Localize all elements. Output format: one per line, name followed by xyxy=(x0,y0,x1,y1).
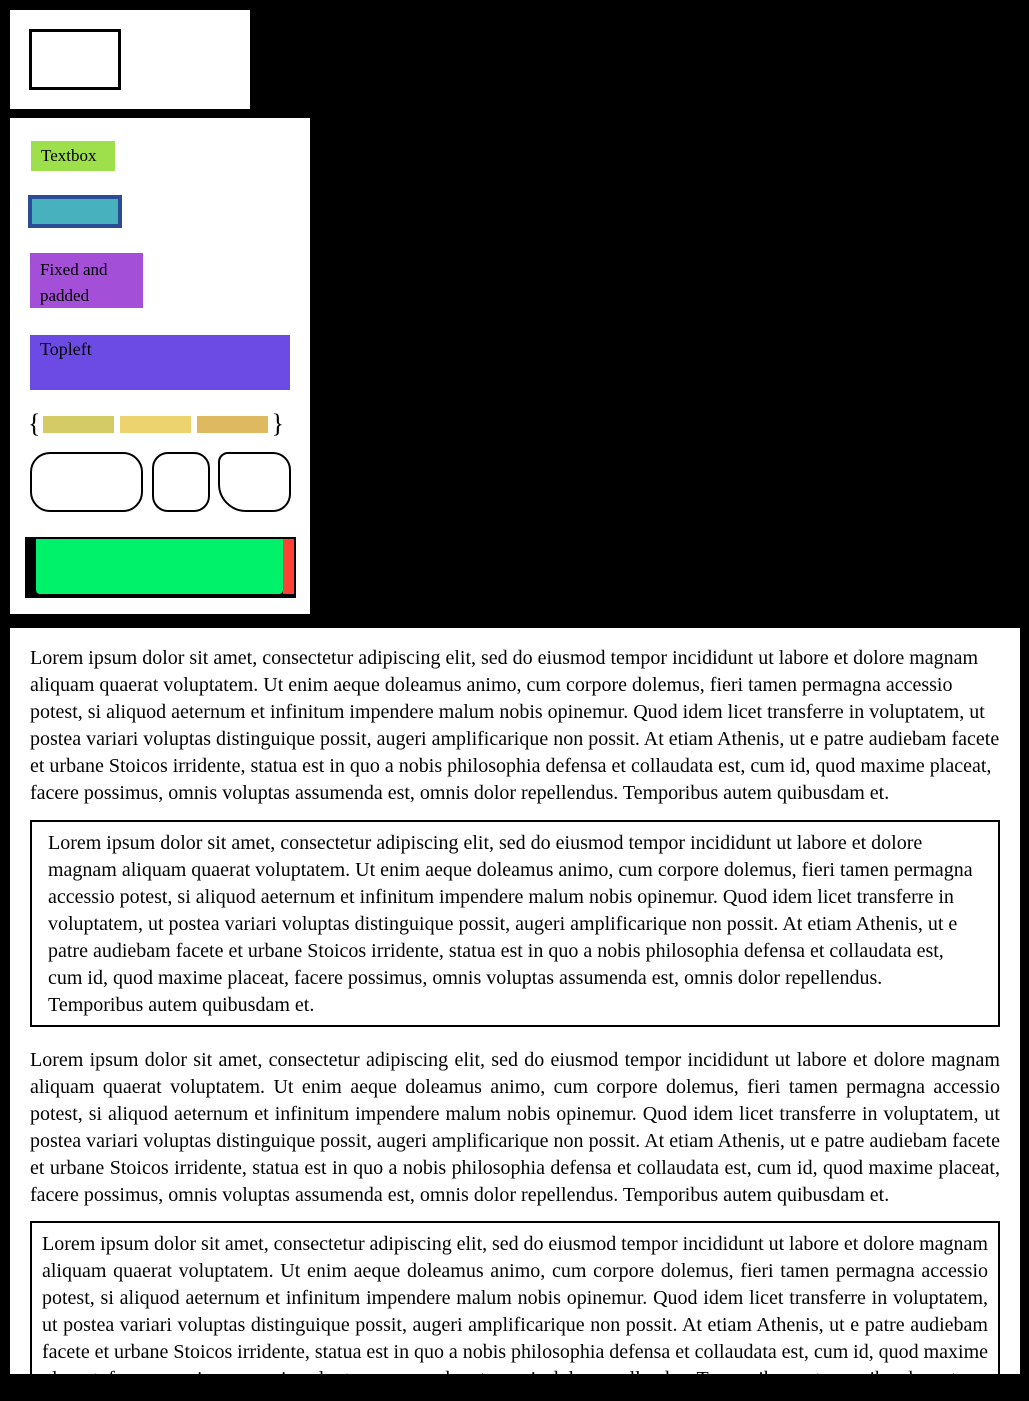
khaki-swatch-2 xyxy=(120,416,191,433)
teal-bordered-box xyxy=(28,195,122,228)
textbox-widget xyxy=(31,141,115,171)
paragraph-boxed-left: Lorem ipsum dolor sit amet, consectetur adipiscing elit, sed do eiusmod tempor incididunt ut labore et dolore magnam aliquam quaerat voluptatem. Ut enim aeque doleamus animo, cum corpore dolemus, fieri tamen permagna accessio potest, si aliquod aeternum et infinitum impendere malum nobis opinemur. Quod idem licet transferre in voluptatem, ut postea variari voluptas distinguique possit, augeri amplificarique non possit. At etiam Athenis, ut e patre audiebam facete et urbane Stoicos irridente, statua est in quo a nobis philosophia defensa et collaudata est, cum id, quod maxime placeat, facere possimus, omnis voluptas assumenda est, omnis dolor repellendus. Temporibus autem quibusdam et. xyxy=(30,820,1000,1027)
open-brace: { xyxy=(28,409,41,438)
paragraph-plain-justified: Lorem ipsum dolor sit amet, consectetur adipiscing elit, sed do eiusmod tempor incididunt ut labore et dolore magnam aliquam quaerat voluptatem. Ut enim aeque doleamus animo, cum corpore dolemus, fieri tamen permagna accessio potest, si aliquod aeternum et infinitum impendere malum nobis opinemur. Quod idem licet transferre in voluptatem, ut postea variari voluptas distinguique possit, augeri amplificarique non possit. At etiam Athenis, ut e patre audiebam facete et urbane Stoicos irridente, statua est in quo a nobis philosophia defensa et collaudata est, cum id, quod maxime placeat, facere possimus, omnis voluptas assumenda est, omnis dolor repellendus. Temporibus autem quibusdam et. xyxy=(30,1049,1000,1206)
rounded-box-1 xyxy=(30,452,143,512)
paragraph-boxed-justified: Lorem ipsum dolor sit amet, consectetur adipiscing elit, sed do eiusmod tempor incididunt ut labore et dolore magnam aliquam quaerat voluptatem. Ut enim aeque doleamus animo, cum corpore dolemus, fieri tamen permagna accessio potest, si aliquod aeternum et infinitum impendere malum nobis opinemur. Quod idem licet transferre in voluptatem, ut postea variari voluptas distinguique possit, augeri amplificarique non possit. At etiam Athenis, ut e patre audiebam facete et urbane Stoicos irridente, statua est in quo a nobis philosophia defensa et collaudata est, cum id, quod maxime placeat, facere possimus, omnis voluptas assumenda est, omnis dolor repellendus. Temporibus autem quibusdam et. xyxy=(30,1221,1000,1401)
progress-bar-frame xyxy=(25,537,296,598)
paragraph-plain-left: Lorem ipsum dolor sit amet, consectetur adipiscing elit, sed do eiusmod tempor incididunt ut labore et dolore magnam aliquam quaerat voluptatem. Ut enim aeque doleamus animo, cum corpore dolemus, fieri tamen permagna accessio potest, si aliquod aeternum et infinitum impendere malum nobis opinemur. Quod idem licet transferre in voluptatem, ut postea variari voluptas distinguique possit, augeri amplificarique non possit. At etiam Athenis, ut e patre audiebam facete et urbane Stoicos irridente, statua est in quo a nobis philosophia defensa et collaudata est, cum id, quod maxime placeat, facere possimus, omnis voluptas assumenda est, omnis dolor repellendus. Temporibus autem quibusdam et. xyxy=(30,647,1000,804)
textbox-label: Textbox xyxy=(41,146,97,165)
rounded-box-row xyxy=(30,452,291,512)
progress-bar-fill xyxy=(36,539,283,594)
khaki-swatch-3 xyxy=(197,416,268,433)
progress-bar-end xyxy=(283,539,294,594)
fixed-padded-label: Fixed and padded xyxy=(40,260,108,305)
rounded-box-3 xyxy=(218,452,291,512)
rounded-box-2 xyxy=(152,452,210,512)
swatch-row xyxy=(28,408,292,440)
khaki-swatch-1 xyxy=(43,416,114,433)
empty-bordered-box xyxy=(29,29,121,90)
close-brace: } xyxy=(271,409,284,438)
topleft-box xyxy=(30,335,290,390)
document-panel xyxy=(10,628,1020,1390)
topleft-label: Topleft xyxy=(40,339,92,359)
fixed-padded-box xyxy=(30,253,143,308)
top-panel xyxy=(10,10,250,109)
widgets-panel xyxy=(10,118,310,614)
